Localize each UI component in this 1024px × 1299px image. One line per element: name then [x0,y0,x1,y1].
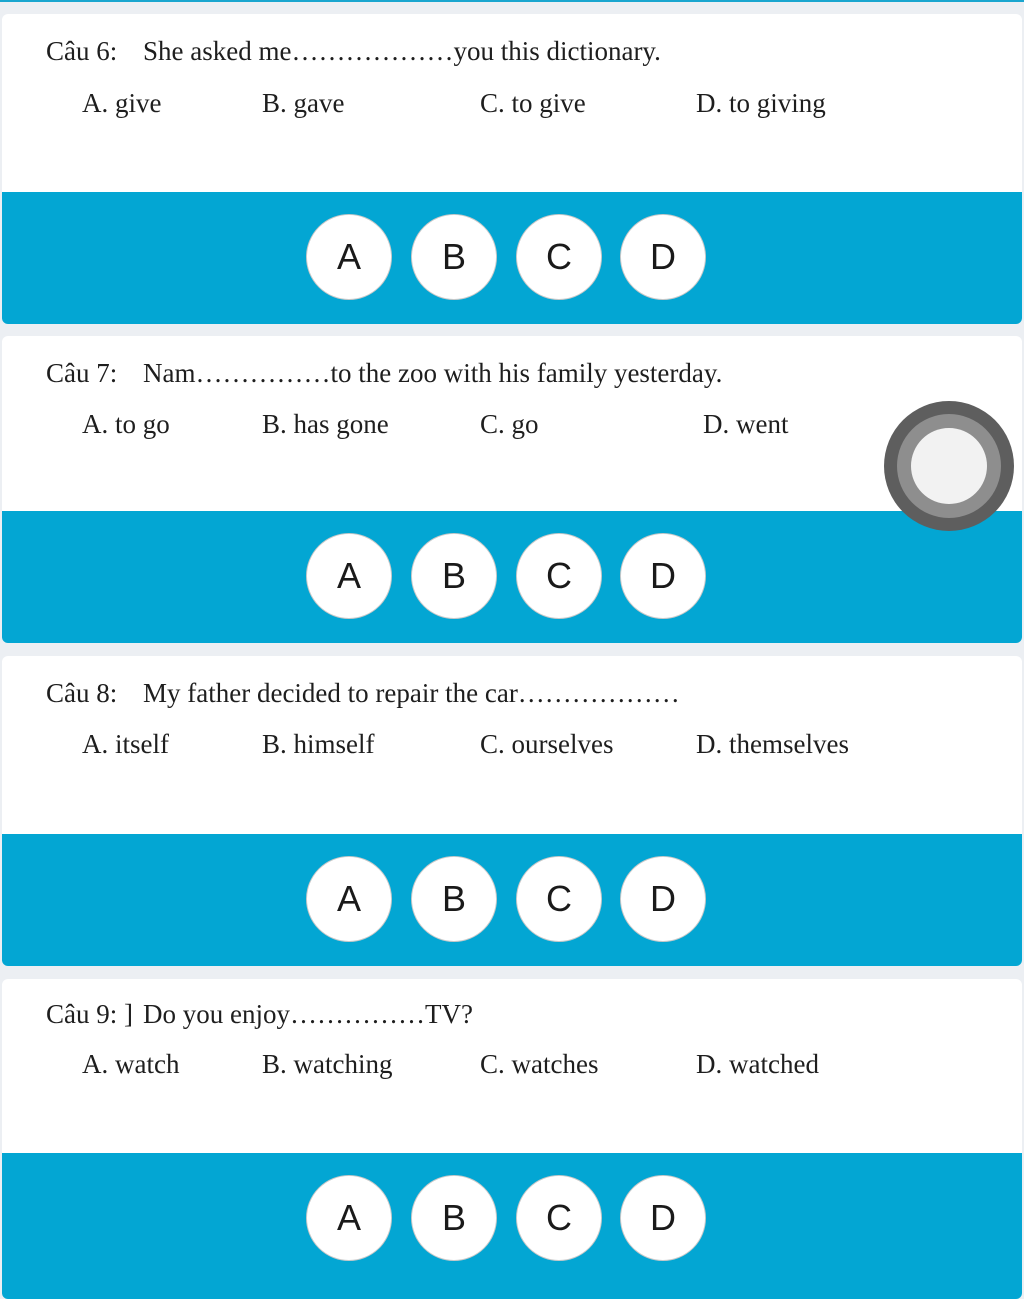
question-6-option-b: B. gave [262,88,345,118]
question-9-sentence: Do you enjoy……………TV? [143,999,473,1029]
answer-button-a[interactable]: A [306,1175,392,1261]
answer-button-d[interactable]: D [620,214,706,300]
question-7-text [46,358,722,389]
question-9-number: Câu 9: ] [46,999,133,1029]
question-7-option-d: D. went [703,409,789,439]
question-8-sentence: My father decided to repair the car……………… [143,678,680,708]
question-7-number: Câu 7: [46,358,118,388]
question-6-option-c: C. to give [480,88,586,118]
answer-button-d[interactable]: D [620,856,706,942]
question-7-sentence: Nam……………to the zoo with his family yesterday. [143,358,723,388]
answer-button-d[interactable]: D [620,533,706,619]
question-8-option-a: A. itself [82,729,169,759]
question-6-option-a: A. give [82,88,162,118]
question-8-option-c: C. ourselves [480,729,614,759]
question-7-option-c: C. go [480,409,539,439]
question-9-option-b: B. watching [262,1049,393,1079]
answer-band-6 [2,192,1022,324]
question-card-9 [2,979,1022,1299]
answer-button-c[interactable]: C [516,533,602,619]
answer-button-c[interactable]: C [516,856,602,942]
question-6-sentence: She asked me………………you this dictionary. [143,36,661,66]
question-7-option-a: A. to go [82,409,170,439]
question-card-7 [2,336,1022,643]
top-accent-line [0,0,1024,2]
question-6-number: Câu 6: [46,36,118,66]
answer-button-d[interactable]: D [620,1175,706,1261]
answer-button-a[interactable]: A [306,214,392,300]
question-9-text [46,999,473,1030]
answer-button-b[interactable]: B [411,1175,497,1261]
answer-button-c[interactable]: C [516,1175,602,1261]
answer-button-a[interactable]: A [306,856,392,942]
answer-band-7 [2,511,1022,643]
assistive-touch-icon[interactable] [884,401,1014,531]
answer-button-b[interactable]: B [411,533,497,619]
question-8-option-d: D. themselves [696,729,849,759]
question-8-option-b: B. himself [262,729,375,759]
question-card-6 [2,14,1022,324]
answer-button-a[interactable]: A [306,533,392,619]
question-7-option-b: B. has gone [262,409,389,439]
question-9-option-c: C. watches [480,1049,599,1079]
question-card-8 [2,656,1022,966]
answer-button-b[interactable]: B [411,214,497,300]
question-6-text [46,36,661,67]
question-8-number: Câu 8: [46,678,118,708]
answer-button-b[interactable]: B [411,856,497,942]
question-8-text [46,678,680,709]
question-9-option-d: D. watched [696,1049,819,1079]
answer-button-c[interactable]: C [516,214,602,300]
assistive-touch-center [911,428,987,504]
question-6-option-d: D. to giving [696,88,826,118]
answer-band-8 [2,834,1022,966]
answer-band-9 [2,1153,1022,1299]
question-9-option-a: A. watch [82,1049,180,1079]
